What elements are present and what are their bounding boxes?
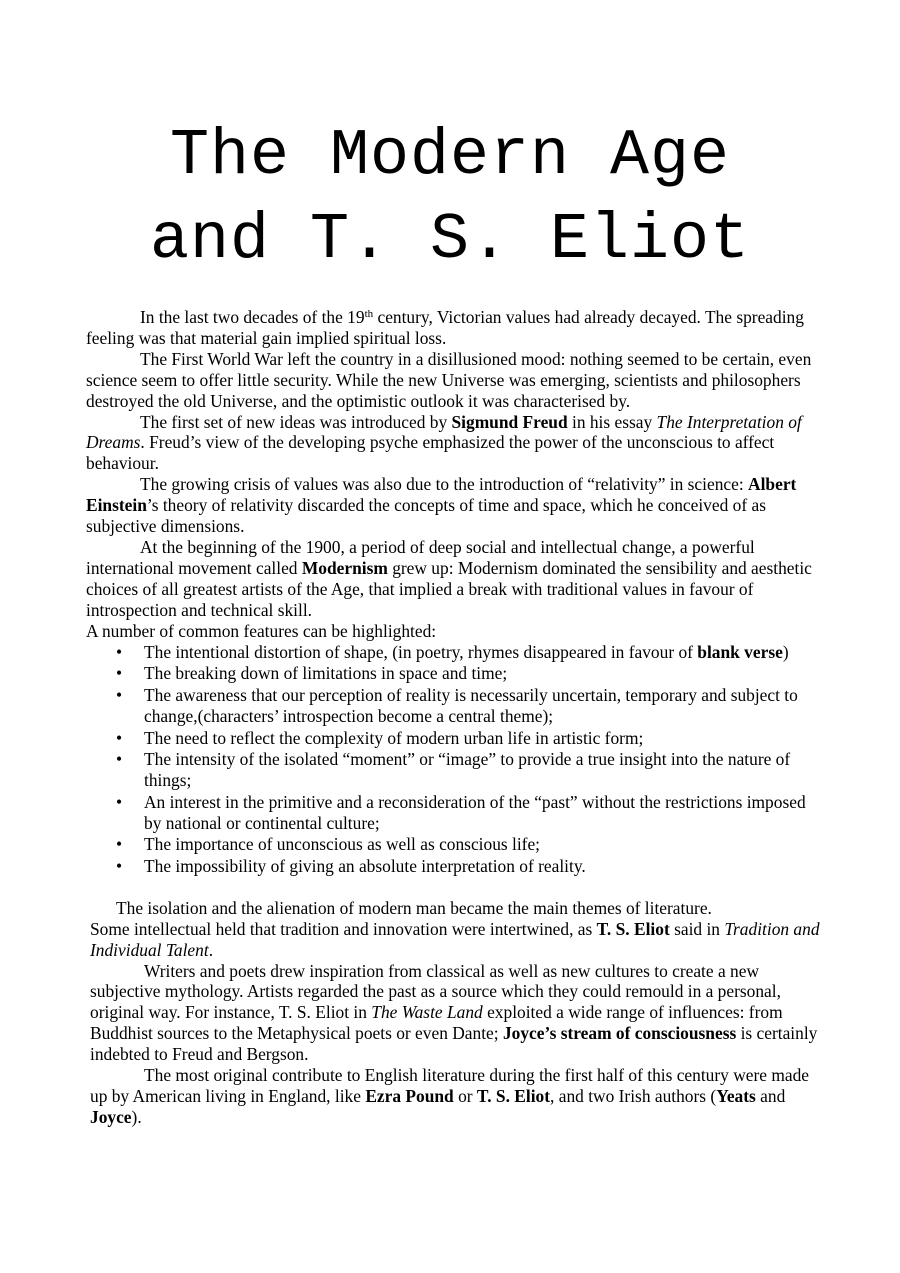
text-run: , and two Irish authors ( [550, 1086, 717, 1106]
paragraph-isolation: The isolation and the alienation of modern man became the main themes of literature. [116, 897, 712, 918]
text-run: The intensity of the isolated “moment” or “image” to provide a true insight into the nature of things; [144, 749, 791, 791]
paragraph-einstein [86, 474, 820, 537]
document-body [86, 307, 820, 1128]
text-run: The awareness that our perception of reality is necessarily uncertain, temporary and subject to change,(characters’ introspection become a central theme); [144, 684, 798, 726]
list-item [86, 749, 820, 791]
list-item [86, 728, 820, 749]
text-run: . [208, 939, 214, 960]
bullet-icon: • [116, 834, 123, 855]
features-list [86, 642, 820, 878]
text-run: Writers and poets drew inspiration from classical as well as new cultures to create a new subjective mythology. Artists regarded the past as a source which they could remould in a personal, original way. For instance, T. S. Eliot in [90, 960, 781, 1023]
features-intro: A number of common features can be highlighted: [86, 620, 437, 641]
text-run: The first set of new ideas was introduced by [140, 411, 452, 432]
paragraph-freud [86, 412, 820, 475]
text-run: said in [669, 918, 725, 939]
paragraph-first-world-war: The First World War left the country in a disillusioned mood: nothing seemed to be certain, even science seem to offer little security. While the new Universe was emerging, scientists and philosophers destroyed the old Universe, and the optimistic outlook it was characterised by. [86, 348, 812, 411]
list-item [86, 856, 820, 877]
bold-text: T. S. Eliot [476, 1086, 551, 1106]
superscript: th [364, 308, 374, 320]
text-run: The breaking down of limitations in space and time; [144, 663, 508, 684]
list-item [86, 663, 820, 684]
text-run: or [453, 1086, 477, 1106]
text-run: and [755, 1086, 786, 1106]
text-run: exploited a wide range of influences: from Buddhist sources to the Metaphysical poets or even Dante; [90, 1002, 783, 1044]
text-run: The need to reflect the complexity of modern urban life in artistic form; [144, 727, 644, 748]
text-run: At the beginning of the 1900, a period of deep social and intellectual change, a powerful international movement called [86, 536, 755, 578]
text-run: is certainly indebted to Freud and Bergson. [90, 1023, 818, 1065]
bold-text: Joyce [90, 1106, 132, 1127]
text-run: The most original contribute to English literature during the first half of this century were made up by American living in England, like [90, 1065, 810, 1106]
text-run: The intentional distortion of shape, (in poetry, rhymes disappeared in favour of [144, 641, 698, 662]
bullet-icon: • [116, 749, 123, 770]
bullet-icon: • [116, 791, 123, 812]
paragraph-writers-poets [86, 961, 820, 1066]
list-item [86, 834, 820, 855]
bold-text: T. S. Eliot [596, 918, 670, 939]
text-run: The importance of unconscious as well as conscious life; [144, 834, 541, 855]
list-item [86, 685, 820, 727]
italic-title: The Interpretation of Dreams [86, 411, 802, 453]
text-run: The impossibility of giving an absolute interpretation of reality. [144, 856, 586, 877]
bold-text: Joyce’s stream of consciousness [502, 1023, 737, 1044]
title-line-1: The Modern Age [169, 119, 731, 193]
text-run: Some intellectual held that tradition and innovation were intertwined, as [90, 918, 597, 939]
bold-text: Yeats [716, 1086, 756, 1106]
paragraph-spacer [86, 878, 820, 898]
bold-text: Modernism [301, 557, 388, 578]
bold-text: blank verse [697, 641, 783, 662]
bullet-icon: • [116, 856, 123, 877]
list-item [86, 642, 820, 663]
text-run: . Freud’s view of the developing psyche emphasized the power of the unconscious to affect behaviour. [86, 432, 775, 474]
text-run: ). [131, 1106, 142, 1127]
paragraph-tradition [86, 919, 820, 961]
paragraph-modernism [86, 537, 820, 621]
bullet-icon: • [116, 727, 123, 748]
text-run: century, Victorian values had already decayed. The spreading feeling was that material gain implied spiritual loss. [86, 307, 804, 348]
text-run: In the last two decades of the 19 [140, 307, 365, 327]
text-run: grew up: Modernism dominated the sensibility and aesthetic choices of all greatest artists of the Age, that implied a break with traditional values in favour of introspection and technical skill. [86, 557, 812, 620]
italic-title: Tradition and Individual Talent [90, 918, 820, 960]
text-run: in his essay [567, 411, 657, 432]
title-line-2: and T. S. Eliot [149, 203, 751, 277]
document-title [0, 114, 900, 282]
list-item [86, 792, 820, 834]
paragraph-victorian-values [86, 307, 820, 349]
text-run: The growing crisis of values was also due to the introduction of “relativity” in science: [140, 474, 749, 495]
italic-title: The Waste Land [371, 1002, 483, 1023]
bullet-icon: • [116, 684, 123, 705]
bold-text: Albert Einstein [86, 474, 797, 516]
text-run: ) [782, 641, 789, 662]
bold-text: Sigmund Freud [451, 411, 568, 432]
text-run: An interest in the primitive and a reconsideration of the “past” without the restrictions imposed by national or continental culture; [144, 791, 806, 833]
text-run: ’s theory of relativity discarded the concepts of time and space, which he conceived of as subjective dimensions. [86, 495, 766, 537]
bullet-icon: • [116, 663, 123, 684]
bullet-icon: • [116, 641, 123, 662]
paragraph-original-contribute [86, 1065, 820, 1128]
bold-text: Ezra Pound [365, 1086, 454, 1106]
